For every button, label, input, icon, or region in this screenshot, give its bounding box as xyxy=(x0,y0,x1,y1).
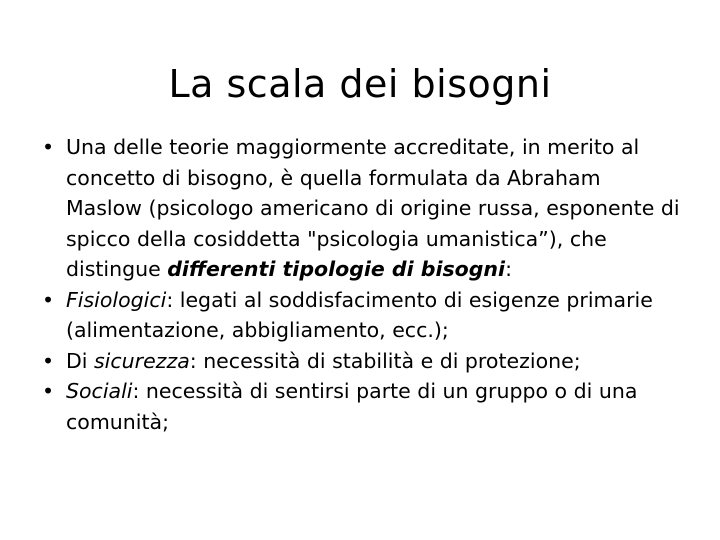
bullet-text-end: : xyxy=(505,257,512,281)
bullet-emphasis: Sociali xyxy=(66,379,133,403)
bullet-text: Una delle teorie maggiormente accreditate, in merito al concetto di bisogno, è quella formulata da Abraham Maslow (psicologo americano di origine russa, esponente di spicco della cosiddetta "psicologia umanistica”), che distingue xyxy=(66,135,680,281)
bullet-item-sociali xyxy=(42,376,682,437)
bullet-item-sicurezza xyxy=(42,346,682,377)
bullet-item-fisiologici xyxy=(42,285,682,346)
bullet-text: Di xyxy=(66,348,94,373)
bullet-icon: • xyxy=(42,348,55,373)
bullet-text-end: : legati al soddisfacimento di esigenze primarie (alimentazione, abbigliamento, ecc.); xyxy=(66,287,653,342)
bullet-text-end: : necessità di stabilità e di protezione; xyxy=(189,348,581,373)
bullet-item-maslow xyxy=(42,132,682,285)
bullet-emphasis: sicurezza xyxy=(94,348,190,373)
bullet-emphasis: Fisiologici xyxy=(66,287,167,312)
bullet-icon: • xyxy=(42,287,55,312)
bullet-list xyxy=(42,132,682,437)
bullet-icon: • xyxy=(42,135,55,159)
bullet-text-end: : necessità di sentirsi parte di un gruppo o di una comunità; xyxy=(66,379,638,434)
bullet-emphasis: differenti tipologie di bisogni xyxy=(167,257,506,281)
slide-title: La scala dei bisogni xyxy=(168,62,552,106)
bullet-icon: • xyxy=(42,379,55,403)
